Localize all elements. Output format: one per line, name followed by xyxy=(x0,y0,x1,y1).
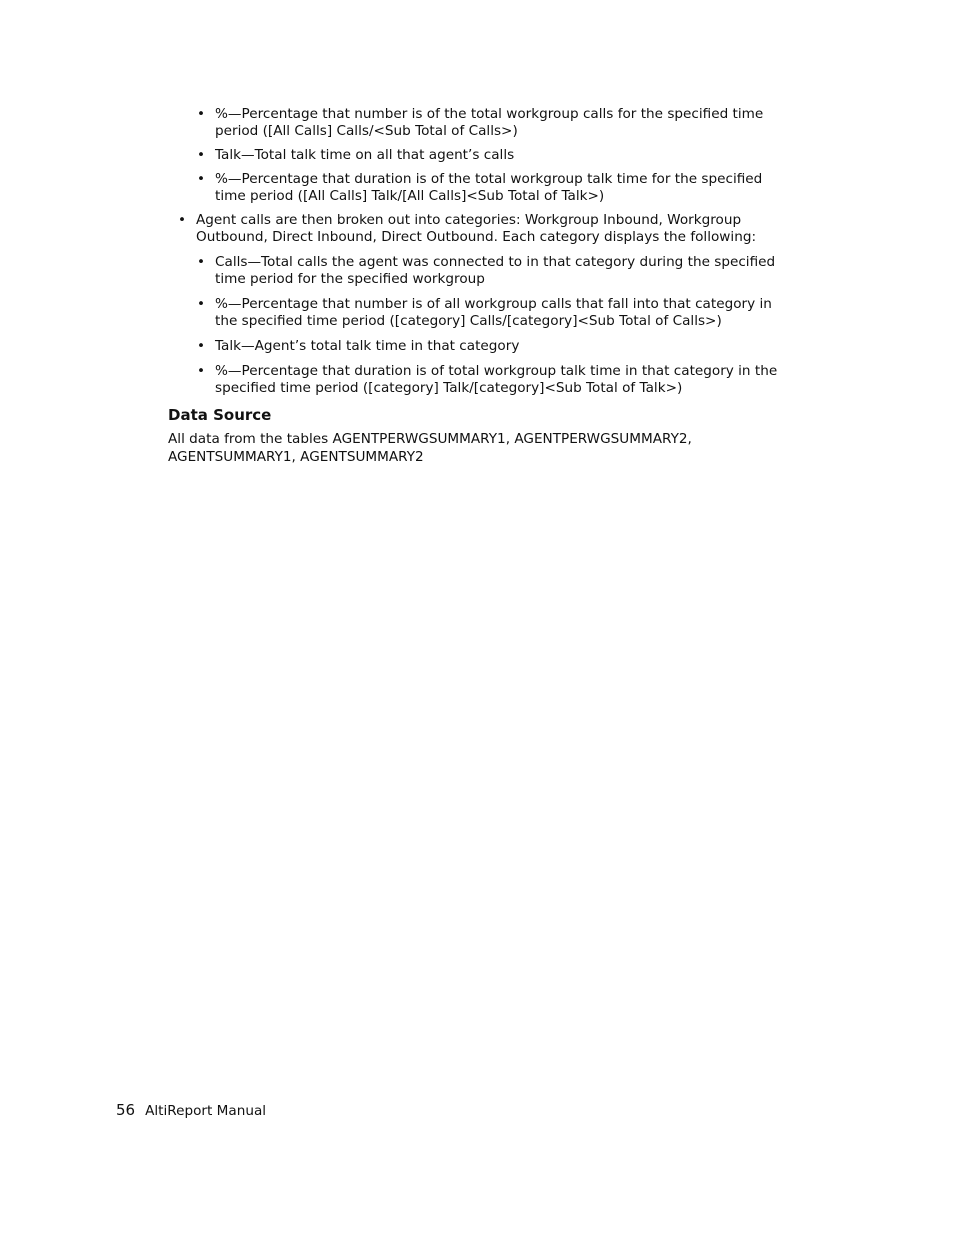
page-content xyxy=(168,106,788,466)
bullet-list-agent-calls xyxy=(168,212,788,397)
list-item-text: %—Percentage that duration is of total workgroup talk time in that category in the specified time period ([category] Talk/[category]<Sub Total of Talk>) xyxy=(215,363,778,396)
sub-bullet-list-top xyxy=(168,106,788,205)
bullet-marker: • xyxy=(197,171,206,187)
list-item-text: Talk—Total talk time on all that agent’s calls xyxy=(215,147,515,163)
list-item-text: Talk—Agent’s total talk time in that category xyxy=(215,338,520,354)
list-item xyxy=(197,338,788,355)
bullet-marker: • xyxy=(197,254,206,270)
manual-title: AltiReport Manual xyxy=(145,1103,267,1119)
list-item-text: %—Percentage that number is of the total workgroup calls for the specified time period ([All Calls] Calls/<Sub Total of Calls>) xyxy=(215,106,764,139)
list-item-text: Agent calls are then broken out into categories: Workgroup Inbound, Workgroup Outbound, Direct Inbound, Direct Outbound. Each category displays the following: xyxy=(196,212,757,245)
list-item-text: %—Percentage that number is of all workgroup calls that fall into that category in the specified time period ([category] Calls/[category]<Sub Total of Calls>) xyxy=(215,296,772,329)
data-source-body: All data from the tables AGENTPERWGSUMMARY1, AGENTPERWGSUMMARY2, AGENTSUMMARY1, AGENTSUMMARY2 xyxy=(168,431,692,465)
list-item xyxy=(178,212,788,397)
bullet-marker: • xyxy=(197,363,206,379)
category-bullet-list xyxy=(196,254,788,397)
list-item xyxy=(197,363,788,397)
bullet-marker: • xyxy=(197,296,206,312)
bullet-marker: • xyxy=(178,212,187,228)
list-item xyxy=(197,171,788,205)
list-item-text: Calls—Total calls the agent was connected to in that category during the specified time period for the specified workgroup xyxy=(215,254,776,287)
list-item xyxy=(197,147,788,164)
bullet-marker: • xyxy=(197,106,206,122)
data-source-heading: Data Source xyxy=(168,406,272,424)
page-footer xyxy=(116,1101,266,1120)
bullet-marker: • xyxy=(197,338,206,354)
bullet-marker: • xyxy=(197,147,206,163)
list-item-text: %—Percentage that duration is of the total workgroup talk time for the specified time period ([All Calls] Talk/[All Calls]<Sub Total of Talk>) xyxy=(215,171,763,204)
page-number: 56 xyxy=(116,1101,136,1119)
list-item xyxy=(197,254,788,288)
list-item xyxy=(197,106,788,140)
list-item xyxy=(197,296,788,330)
